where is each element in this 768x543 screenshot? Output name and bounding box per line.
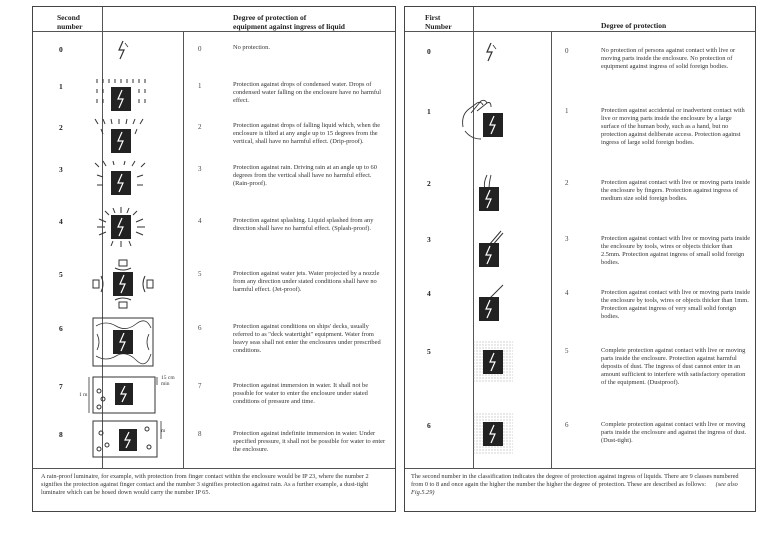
- drip-proof-icon: [93, 117, 153, 157]
- row-number: 0: [59, 45, 63, 54]
- immersion-height-label: 1 m: [79, 392, 88, 398]
- header-divider: [405, 31, 755, 32]
- water-jet-icon: [91, 259, 155, 309]
- row-code: 6: [198, 324, 202, 332]
- no-protection-icon: [481, 41, 501, 63]
- row-number: 4: [427, 289, 431, 298]
- column-divider: [551, 31, 552, 468]
- row-description: Protection against indefinite immersion in water. Under specified pressure, it shall not be possible for water to enter the enclosure.: [233, 430, 386, 453]
- tool-icon: [475, 229, 509, 269]
- row-description: Protection against drops of falling liquid which, when the enclosure is tilted at any angle up to 15 degrees from the vertical, shall have no harmful effect. (Drip-proof).: [233, 122, 381, 145]
- row-code: 4: [198, 217, 202, 225]
- row-number: 6: [427, 421, 431, 430]
- row-description: Complete protection against contact with live or moving parts inside the enclosure and against the ingress of dust. (Dust-tight).: [601, 421, 747, 444]
- row-number: 1: [59, 82, 63, 91]
- row-number: 6: [59, 324, 63, 333]
- solid-protection-table: [404, 6, 756, 512]
- row-number: 2: [427, 179, 431, 188]
- liquid-protection-table: [32, 6, 396, 512]
- no-protection-icon: [113, 39, 133, 61]
- row-description: Protection against rain. Driving rain at an angle up to 60 degrees from the vertical shall have no harmful effect. (Rain-proof).: [233, 164, 377, 187]
- immersion-depth-label: 15 cm min: [161, 375, 175, 387]
- submersion-depth-label: m: [161, 428, 166, 434]
- row-description: Protection against accidental or inadvertent contact with live or moving parts inside the enclosure by a large surface of the human body, such as a hand, but no protection against deliberate access. Protection against ingress of large solid foreign bodies.: [601, 107, 745, 146]
- row-number: 0: [427, 47, 431, 56]
- row-description: No protection of persons against contact with live or moving parts inside the enclosure. No protection of equipment against ingress of solid foreign bodies.: [601, 47, 736, 70]
- figure-reference: (see also Fig.5.29): [411, 481, 738, 496]
- row-description: Protection against contact with live or moving parts inside the enclosure by tools, wires or objects thicker than 2.5mm. Protection against ingress of small solid foreign bodies.: [601, 235, 751, 266]
- column-divider: [473, 7, 474, 468]
- row-number: 4: [59, 217, 63, 226]
- footnote-divider: [405, 468, 755, 469]
- left-footnote: A rain-proof luminaire, for example, with protection from finger contact within the enclosure would be IP 23, where the number 2 signifies the protection against finger contact and the number 3 signifies protection against rain. As a further example, a dust-tight luminaire which can be hosed down would carry the number IP 65.: [41, 473, 369, 496]
- second-number-header: Second number: [57, 13, 83, 31]
- row-code: 0: [198, 45, 202, 53]
- row-number: 3: [59, 165, 63, 174]
- row-number: 2: [59, 123, 63, 132]
- row-code: 5: [198, 270, 202, 278]
- row-description: Protection against splashing. Liquid splashed from any direction shall have no harmful effect. (Splash-proof).: [233, 217, 374, 232]
- liquid-protection-header: Degree of protection of equipment against ingress of liquid: [233, 13, 345, 31]
- row-description: Protection against drops of condensed water. Drops of condensed water falling on the enclosure have no harmful effect.: [233, 81, 381, 104]
- row-number: 8: [59, 430, 63, 439]
- header-divider: [33, 31, 395, 32]
- right-footnote: The second number in the classification indicates the degree of protection against ingress of liquids. There are 9 classes numbered from 0 to 8 and once again the higher the number the higher the degree of protection. These are described as follows: (see also Fig.5.29): [411, 473, 739, 496]
- splash-proof-icon: [93, 205, 153, 249]
- finger-icon: [475, 173, 509, 213]
- row-description: Protection against contact with live or moving parts inside the enclosure by tools, wires or objects thicker than 1mm. Protection against ingress of very small solid foreign bodies.: [601, 289, 751, 320]
- row-code: 3: [198, 165, 202, 173]
- row-code: 2: [565, 179, 569, 187]
- column-divider: [183, 31, 184, 468]
- row-code: 7: [198, 382, 202, 390]
- protection-header: Degree of protection: [601, 21, 667, 30]
- row-code: 6: [565, 421, 569, 429]
- row-description: No protection.: [233, 44, 270, 51]
- row-number: 1: [427, 107, 431, 116]
- row-number: 3: [427, 235, 431, 244]
- footnote-divider: [33, 468, 395, 469]
- submersion-icon: [91, 419, 167, 459]
- row-description: Protection against water jets. Water projected by a nozzle from any direction under stated conditions shall have no harmful effect. (Jet-proof).: [233, 270, 380, 293]
- row-code: 2: [198, 123, 202, 131]
- row-code: 1: [198, 82, 202, 90]
- first-number-header: First Number: [425, 13, 452, 31]
- row-code: 4: [565, 289, 569, 297]
- row-number: 7: [59, 382, 63, 391]
- row-code: 1: [565, 107, 569, 115]
- dust-protected-icon: [473, 341, 513, 383]
- row-number: 5: [427, 347, 431, 356]
- row-code: 0: [565, 47, 569, 55]
- row-description: Protection against immersion in water. It shall not be possible for water to enter the enclosure under stated conditions of pressure and time.: [233, 382, 369, 405]
- row-description: Complete protection against contact with live or moving parts inside the enclosure. Protection against harmful deposits of dust. The ingress of dust cannot enter in an amount sufficient to interfere with satisfactory operation of the equipment. (Dustproof).: [601, 347, 746, 386]
- row-code: 3: [565, 235, 569, 243]
- row-code: 8: [198, 430, 202, 438]
- row-description: Protection against conditions on ships' decks, usually referred to as "deck watertight" equipment. Water from heavy seas shall not enter the enclosures under prescribed conditions.: [233, 323, 381, 354]
- hand-icon: [457, 97, 509, 145]
- heavy-seas-icon: [91, 316, 155, 368]
- row-number: 5: [59, 270, 63, 279]
- dust-tight-icon: [473, 413, 513, 455]
- rain-proof-icon: [93, 159, 153, 199]
- row-code: 5: [565, 347, 569, 355]
- wire-icon: [475, 283, 509, 323]
- row-description: Protection against contact with live or moving parts inside the enclosure by fingers. Protection against ingress of medium size solid foreign bodies.: [601, 179, 751, 202]
- dripping-water-icon: [93, 75, 153, 119]
